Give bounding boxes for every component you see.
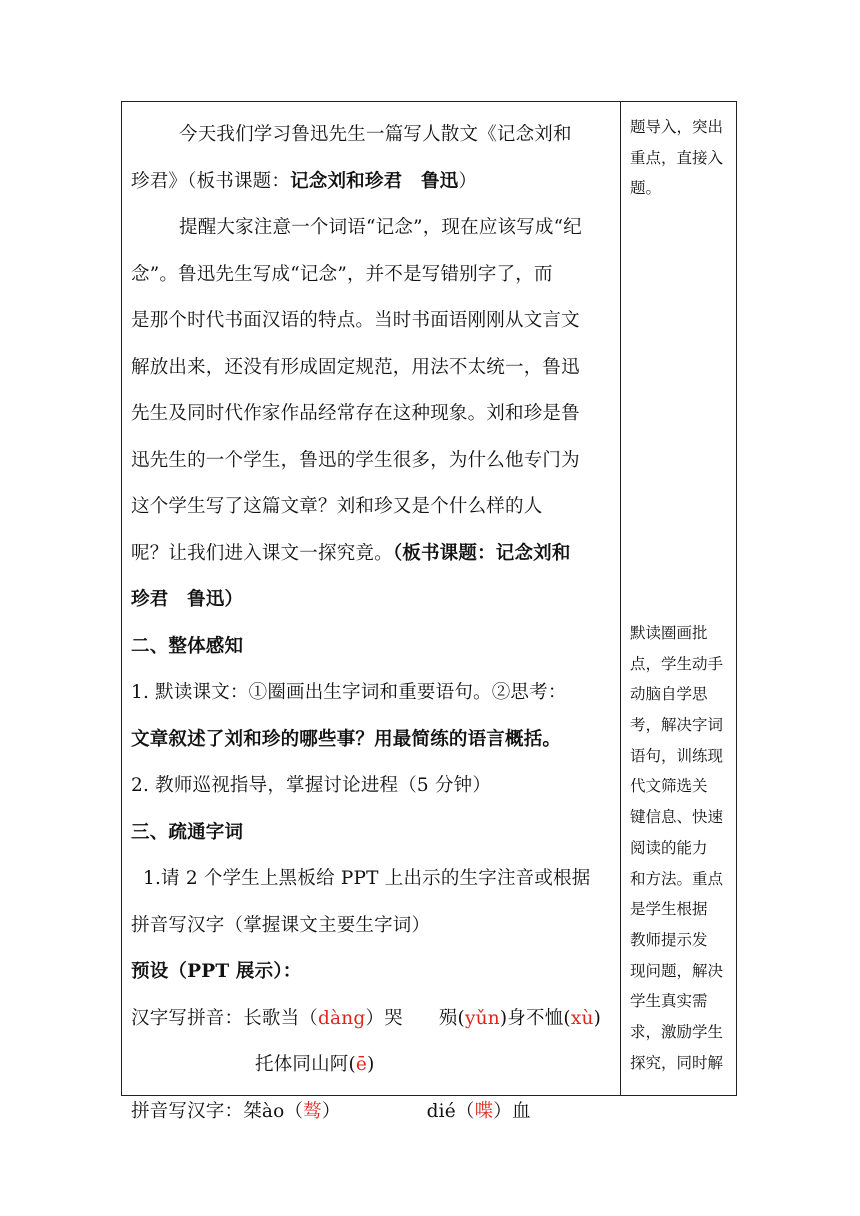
sec2-item2: 2. 教师巡视指导，掌握讨论进程（5 分钟） xyxy=(131,775,492,796)
word5-pre: dié（ xyxy=(426,1100,475,1122)
section-3-heading: 三、疏通字词 xyxy=(131,821,244,843)
word3-post: ) xyxy=(367,1054,375,1075)
side-bottom-line: 代文筛选关 xyxy=(630,777,708,796)
word2-pre: 殒( xyxy=(438,1007,465,1029)
p2-line1: 提醒大家注意一个词语“记念”，现在应该写成“纪 xyxy=(179,217,582,238)
pinyin-row-2 xyxy=(131,1042,615,1089)
section-2-heading: 二、整体感知 xyxy=(131,635,244,657)
side-top-line: 重点，直接入 xyxy=(630,148,724,167)
sec3-item1: 1.请 2 个学生上黑板给 PPT 上出示的生字注音或根据 xyxy=(143,868,591,889)
side-bottom-line: 探究，同时解 xyxy=(630,1053,724,1072)
word3-pre: 托体同山阿( xyxy=(255,1054,356,1075)
p1-line2-end: ） xyxy=(458,170,478,192)
word3-pinyin: ē xyxy=(355,1054,368,1075)
side-note-bottom xyxy=(630,618,730,1078)
p2-line7: 这个学生写了这篇文章？刘和珍又是个什么样的人 xyxy=(131,496,543,517)
p2-line8 xyxy=(131,531,615,578)
p2-line3: 是那个时代书面汉语的特点。当时书面语刚刚从文言文 xyxy=(131,310,580,331)
sec3-item1-cont: 拼音写汉字（掌握课文主要生字词） xyxy=(131,914,431,936)
board-title-2a: （板书课题：记念刘和 xyxy=(392,542,571,564)
side-bottom-line: 是学生根据 xyxy=(630,900,708,919)
side-top-line: 题。 xyxy=(630,179,662,198)
sec2-item1: 1. 默读课文：①圈画出生字词和重要语句。②思考： xyxy=(131,682,567,703)
main-column xyxy=(131,112,615,1135)
word4-pre: 桀ào（ xyxy=(243,1100,304,1122)
p1-line1: 今天我们学习鲁迅先生一篇写人散文《记念刘和 xyxy=(179,124,572,145)
word2-pinyin2: xù xyxy=(570,1007,594,1029)
word1-pre: 长歌当（ xyxy=(243,1007,319,1029)
side-bottom-line: 点，学生动手 xyxy=(630,654,724,673)
side-bottom-line: 和方法。重点 xyxy=(630,869,724,888)
side-bottom-line: 动脑自学思 xyxy=(630,685,708,704)
pinyin-row-1 xyxy=(131,996,615,1043)
p2-line6: 迅先生的一个学生，鲁迅的学生很多，为什么他专门为 xyxy=(131,449,580,471)
p2-line9: 珍君 鲁迅） xyxy=(131,589,244,610)
side-bottom-line: 学生真实需 xyxy=(630,992,708,1011)
preset-label: 预设（PPT 展示）： xyxy=(131,961,302,982)
side-note-top xyxy=(630,112,730,204)
side-bottom-line: 键信息、快速 xyxy=(630,808,724,827)
column-divider xyxy=(620,101,621,1096)
p1-line2-text: 珍君》（板书课题： xyxy=(131,170,291,192)
side-top-line: 题导入，突出 xyxy=(630,118,724,136)
side-bottom-line: 默读圈画批 xyxy=(630,624,708,642)
word4-char: 骜 xyxy=(303,1100,322,1122)
p1-line2 xyxy=(131,159,615,206)
word1-post: ）哭 xyxy=(365,1007,403,1029)
word2-post: ) xyxy=(593,1007,601,1029)
p2-line2: 念”。鲁迅先生写成“记念”，并不是写错别字了，而 xyxy=(131,263,553,285)
word5-char: 喋 xyxy=(474,1100,494,1122)
board-title: 记念刘和珍君 鲁迅 xyxy=(290,170,459,192)
side-bottom-line: 考，解决字词 xyxy=(630,716,724,735)
side-bottom-line: 教师提示发 xyxy=(630,930,708,949)
pinyin-label: 汉字写拼音： xyxy=(131,1007,244,1029)
p2-line5: 先生及同时代作家作品经常存在这种现象。刘和珍是鲁 xyxy=(131,403,580,424)
p2-line4: 解放出来，还没有形成固定规范，用法不太统一，鲁迅 xyxy=(131,356,580,378)
word5-post: ）血 xyxy=(493,1100,531,1122)
hanzi-row xyxy=(131,1089,615,1136)
hanzi-label: 拼音写汉字： xyxy=(131,1100,244,1122)
p2-line8-text: 呢？让我们进入课文一探究竟。 xyxy=(131,542,393,564)
word4-post: ） xyxy=(321,1100,341,1122)
word2-mid: )身不恤( xyxy=(499,1007,571,1029)
word2-pinyin: yǔn xyxy=(464,1007,500,1029)
side-bottom-line: 求，激励学生 xyxy=(630,1022,724,1041)
sec2-item1-question: 文章叙述了刘和珍的哪些事？用最简练的语言概括。 xyxy=(131,728,562,750)
side-bottom-line: 现问题，解决 xyxy=(630,961,724,980)
side-bottom-line: 语句，训练现 xyxy=(630,746,724,765)
side-bottom-line: 阅读的能力 xyxy=(630,838,708,857)
word1-pinyin: dàng xyxy=(318,1007,366,1029)
